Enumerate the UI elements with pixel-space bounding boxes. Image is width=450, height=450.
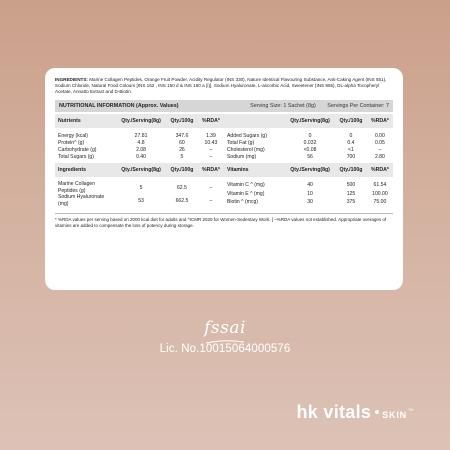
nutrients-left (55, 114, 224, 207)
th-ingredients: Ingredients (55, 163, 116, 177)
nutrient-name: Protein^ (g) (58, 139, 85, 146)
table-row (224, 139, 393, 146)
nutrient-rda: 0.00 (374, 132, 385, 139)
th-rda: %RDA* (367, 114, 393, 128)
vitamin-100g: 125 (346, 190, 356, 197)
nutrient-serving: 27.81 (134, 132, 148, 139)
th-blank (224, 114, 285, 128)
table-row (55, 132, 224, 139)
table-row (55, 146, 224, 153)
table-row (55, 181, 224, 194)
nutrient-100g: 60 (179, 139, 185, 146)
nutrient-name: Energy (kcal) (58, 132, 89, 139)
vitamin-serving: 30 (307, 199, 313, 206)
nutrient-name: Total Sugars (g) (58, 153, 94, 160)
brand-name: hk vitals (296, 402, 372, 422)
nutrients-right (224, 114, 393, 207)
vitamin-name: Vitamin C ^ (mg) (227, 182, 265, 189)
ingredient-serving: 53 (138, 197, 144, 204)
serving-size: Serving Size: 1 Sachet (8g) (250, 103, 316, 109)
nutrients-table-left (55, 114, 224, 160)
license-number: Lic. No.10015064000576 (159, 343, 291, 355)
nutrient-serving: 0.40 (136, 153, 146, 160)
th-qty-serving: Qty./Serving(8g) (285, 163, 335, 177)
brand-tm: TM (407, 408, 413, 412)
nutrient-rda: 0.05 (374, 139, 385, 146)
ingredients-list: Marine Collagen Peptides, Orange Fruit Powder, Acidity Regulator (INS 330), Nature Identical Flavouring Substance, Anti-Caking Agent (INS 551), Sodium Chloride, Natural Food Colours [INS 162 , INS 150 d & INS 160 a (i)], Sodium Hyaluronate, L-ascorbic Acid, Sweetener (INS 955), DL-alpha Tocopheryl Acetate, Annatto Extract and D-Biotin. (55, 77, 387, 94)
ingredient-name: Marine Collagen Peptides (g) (58, 181, 96, 194)
th-vitamins: Vitamins (224, 163, 285, 177)
brand-logo (296, 402, 413, 423)
nutrient-name: Total Fat (g) (227, 139, 255, 146)
nutrient-rda: 1.39 (205, 132, 216, 139)
servings-per-container: Servings Per Container: 7 (327, 103, 389, 109)
brand-sub: SKIN (382, 410, 407, 420)
vitamin-rda: 61.54 (373, 182, 387, 189)
vitamin-rda: 100.00 (372, 190, 388, 197)
table-row (224, 190, 393, 199)
nutrient-rda: – (209, 153, 213, 160)
nutrient-serving: 0 (308, 132, 312, 139)
ingredient-100g: 662.5 (175, 197, 189, 204)
nutrient-rda: – (378, 146, 382, 153)
vitamin-serving: 40 (307, 182, 313, 189)
nutrient-100g: 0.4 (347, 139, 355, 146)
nutrient-rda: 10.43 (204, 139, 218, 146)
th-rda: %RDA* (198, 114, 224, 128)
ingredients-label: INGREDIENTS: (55, 77, 88, 82)
th-qty-100g: Qty./100g (166, 114, 198, 128)
vitamin-serving: 10 (307, 190, 313, 197)
th-qty-100g: Qty./100g (166, 163, 198, 177)
th-qty-serving: Qty./Serving(8g) (116, 114, 166, 128)
table-row (224, 132, 393, 139)
nutrient-100g: 5 (180, 153, 184, 160)
nutrient-serving: 4.8 (137, 139, 145, 146)
ingredient-serving: 5 (139, 184, 143, 191)
serving-info (240, 103, 389, 109)
nutrient-serving: <0.08 (303, 146, 317, 153)
ingredients-text (55, 77, 393, 95)
table-row (224, 198, 393, 207)
vitamins-table (224, 163, 393, 207)
nutrient-100g: 347.6 (175, 132, 189, 139)
vitamin-100g: 500 (346, 182, 356, 189)
table-row (55, 139, 224, 146)
nutrition-title: NUTRITIONAL INFORMATION (Approx. Values) (59, 103, 179, 109)
th-qty-serving: Qty./Serving(8g) (116, 163, 166, 177)
nutrition-header (55, 100, 393, 112)
nutrient-100g: 700 (346, 153, 356, 160)
nutrients-table-right (224, 114, 393, 160)
th-qty-100g: Qty./100g (335, 163, 367, 177)
ingredient-rda: – (209, 184, 213, 191)
th-rda: %RDA* (198, 163, 224, 177)
nutrient-serving: 56 (307, 153, 313, 160)
vitamin-name: Biotin ^ (mcg) (227, 199, 258, 206)
brand-dot-icon (375, 410, 379, 414)
table-row (224, 153, 393, 160)
table-row (55, 194, 224, 207)
fssai-logo (195, 318, 255, 346)
footnote: * %RDA values per serving based on 2000 kcal diet for adults and ^ICMR 2020 for Women-Sedentary Work. [ –%RDA values not established. Appropriate overages of vitamins are added to compensate the loss of potency during storage. (55, 213, 393, 229)
nutrient-name: Carbohydrate (g) (58, 146, 97, 153)
th-qty-100g: Qty./100g (335, 114, 367, 128)
vitamin-100g: 375 (346, 199, 356, 206)
ingredient-name: Sodium Hyaluronate (mg) (58, 194, 105, 207)
table-row (224, 181, 393, 190)
nutrient-100g: <1 (348, 146, 354, 153)
nutrient-100g: 26 (179, 146, 185, 153)
ingredients-table (55, 163, 224, 207)
ingredient-100g: 62.5 (176, 184, 187, 191)
nutrient-name: Added Sugars (g) (227, 132, 267, 139)
table-row (224, 146, 393, 153)
nutrient-rda: 2.80 (374, 153, 385, 160)
fssai-logo-text: fssai (204, 318, 246, 338)
nutrient-name: Cholesterol (mg) (227, 146, 265, 153)
th-nutrients: Nutrients (55, 114, 116, 128)
nutrients-grid (55, 114, 393, 207)
vitamin-rda: 75.00 (373, 199, 387, 206)
th-rda: %RDA* (367, 163, 393, 177)
table-row (55, 153, 224, 160)
vitamin-name: Vitamin E ^ (mg) (227, 190, 265, 197)
nutrient-100g: 0 (349, 132, 353, 139)
th-qty-serving: Qty./Serving(8g) (285, 114, 335, 128)
nutrient-serving: 0.032 (303, 139, 317, 146)
nutrient-serving: 2.08 (136, 146, 146, 153)
ingredient-rda: – (209, 197, 213, 204)
label-card (45, 68, 403, 290)
nutrient-rda: – (209, 146, 213, 153)
nutrient-name: Sodium (mg) (227, 153, 257, 160)
